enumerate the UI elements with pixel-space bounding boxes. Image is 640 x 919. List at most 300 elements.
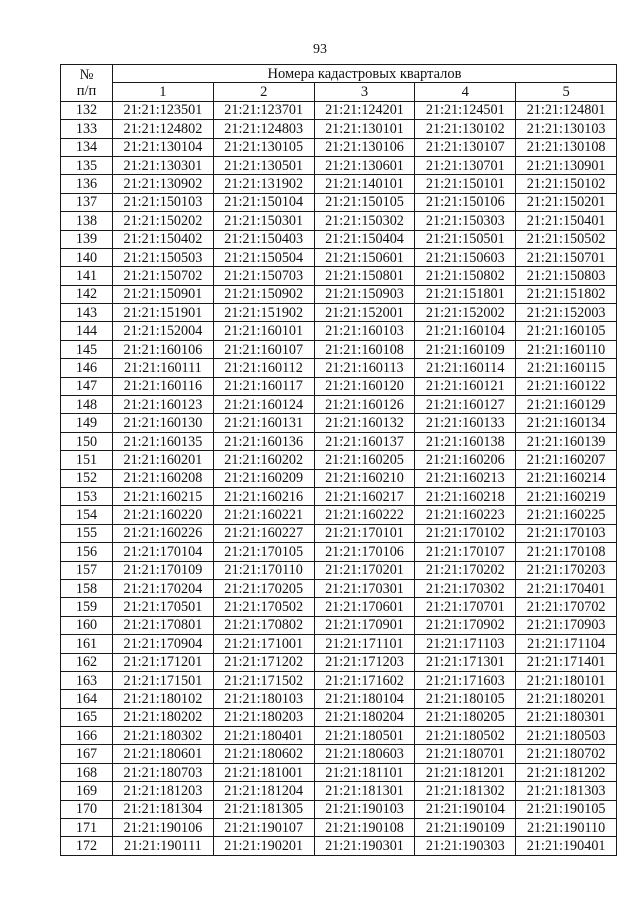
table-row [61, 598, 617, 616]
cadastral-number-cell: 21:21:124501 [415, 101, 516, 119]
cadastral-number-cell: 21:21:160223 [415, 506, 516, 524]
cadastral-number-cell: 21:21:150802 [415, 267, 516, 285]
cadastral-number-cell: 21:21:181301 [314, 782, 415, 800]
cadastral-number-cell: 21:21:190301 [314, 837, 415, 855]
cadastral-number-cell: 21:21:150903 [314, 285, 415, 303]
cadastral-number-cell: 21:21:170204 [113, 579, 214, 597]
cadastral-number-cell: 21:21:170903 [516, 616, 617, 634]
cadastral-number-cell: 21:21:170110 [213, 561, 314, 579]
cadastral-number-cell: 21:21:171104 [516, 635, 617, 653]
cadastral-number-cell: 21:21:160131 [213, 414, 314, 432]
cadastral-number-cell: 21:21:170501 [113, 598, 214, 616]
cadastral-number-cell: 21:21:190104 [415, 800, 516, 818]
cadastral-number-cell: 21:21:160201 [113, 451, 214, 469]
cadastral-number-cell: 21:21:171301 [415, 653, 516, 671]
cadastral-number-cell: 21:21:160105 [516, 322, 617, 340]
table-row [61, 377, 617, 395]
cadastral-number-cell: 21:21:190201 [213, 837, 314, 855]
row-number-cell: 152 [61, 469, 113, 487]
table-row [61, 469, 617, 487]
cadastral-number-cell: 21:21:171202 [213, 653, 314, 671]
table-row [61, 487, 617, 505]
cadastral-number-cell: 21:21:150703 [213, 267, 314, 285]
cadastral-number-cell: 21:21:160101 [213, 322, 314, 340]
row-number-cell: 141 [61, 267, 113, 285]
cadastral-number-cell: 21:21:180502 [415, 727, 516, 745]
row-number-cell: 144 [61, 322, 113, 340]
cadastral-number-cell: 21:21:152002 [415, 304, 516, 322]
table-row [61, 101, 617, 119]
cadastral-number-cell: 21:21:160217 [314, 487, 415, 505]
table-row [61, 782, 617, 800]
cadastral-number-cell: 21:21:170105 [213, 543, 314, 561]
cadastral-number-cell: 21:21:180203 [213, 708, 314, 726]
cadastral-number-cell: 21:21:150901 [113, 285, 214, 303]
cadastral-number-cell: 21:21:160138 [415, 432, 516, 450]
cadastral-number-cell: 21:21:150803 [516, 267, 617, 285]
cadastral-number-cell: 21:21:190105 [516, 800, 617, 818]
cadastral-number-cell: 21:21:170301 [314, 579, 415, 597]
header-row-group [61, 65, 617, 83]
row-number-cell: 153 [61, 487, 113, 505]
table-row [61, 212, 617, 230]
cadastral-number-cell: 21:21:170103 [516, 524, 617, 542]
cadastral-number-cell: 21:21:170601 [314, 598, 415, 616]
table-row [61, 763, 617, 781]
cadastral-number-cell: 21:21:160103 [314, 322, 415, 340]
cadastral-number-cell: 21:21:180503 [516, 727, 617, 745]
table-row [61, 671, 617, 689]
cadastral-number-cell: 21:21:151801 [415, 285, 516, 303]
cadastral-number-cell: 21:21:170108 [516, 543, 617, 561]
cadastral-number-cell: 21:21:160222 [314, 506, 415, 524]
cadastral-number-cell: 21:21:180501 [314, 727, 415, 745]
cadastral-number-cell: 21:21:160202 [213, 451, 314, 469]
cadastral-number-cell: 21:21:180204 [314, 708, 415, 726]
cadastral-number-cell: 21:21:180104 [314, 690, 415, 708]
cadastral-number-cell: 21:21:160208 [113, 469, 214, 487]
cadastral-number-cell: 21:21:130902 [113, 175, 214, 193]
cadastral-number-cell: 21:21:180205 [415, 708, 516, 726]
cadastral-number-cell: 21:21:160218 [415, 487, 516, 505]
cadastral-number-cell: 21:21:160226 [113, 524, 214, 542]
row-number-cell: 155 [61, 524, 113, 542]
cadastral-number-cell: 21:21:181101 [314, 763, 415, 781]
cadastral-number-cell: 21:21:181305 [213, 800, 314, 818]
row-number-cell: 156 [61, 543, 113, 561]
row-number-cell: 166 [61, 727, 113, 745]
row-number-cell: 146 [61, 359, 113, 377]
cadastral-number-cell: 21:21:170107 [415, 543, 516, 561]
table-row [61, 690, 617, 708]
cadastral-number-cell: 21:21:170104 [113, 543, 214, 561]
table-row [61, 175, 617, 193]
cadastral-number-cell: 21:21:180701 [415, 745, 516, 763]
cadastral-number-cell: 21:21:171502 [213, 671, 314, 689]
cadastral-number-cell: 21:21:151901 [113, 304, 214, 322]
table-row [61, 138, 617, 156]
cadastral-number-cell: 21:21:181201 [415, 763, 516, 781]
cadastral-number-cell: 21:21:150402 [113, 230, 214, 248]
table-row [61, 635, 617, 653]
page-number: 93 [313, 42, 327, 57]
table-row [61, 156, 617, 174]
cadastral-number-cell: 21:21:123501 [113, 101, 214, 119]
cadastral-number-cell: 21:21:160210 [314, 469, 415, 487]
cadastral-number-cell: 21:21:180103 [213, 690, 314, 708]
cadastral-number-cell: 21:21:170102 [415, 524, 516, 542]
row-number-cell: 136 [61, 175, 113, 193]
cadastral-number-cell: 21:21:170203 [516, 561, 617, 579]
row-number-cell: 165 [61, 708, 113, 726]
cadastral-number-cell: 21:21:160205 [314, 451, 415, 469]
cadastral-number-cell: 21:21:130103 [516, 120, 617, 138]
row-number-cell: 169 [61, 782, 113, 800]
row-number-cell: 170 [61, 800, 113, 818]
row-number-cell: 161 [61, 635, 113, 653]
cadastral-quarters-table [60, 64, 617, 856]
cadastral-number-cell: 21:21:170205 [213, 579, 314, 597]
cadastral-number-cell: 21:21:170801 [113, 616, 214, 634]
table-row [61, 561, 617, 579]
cadastral-number-cell: 21:21:124801 [516, 101, 617, 119]
cadastral-number-cell: 21:21:160122 [516, 377, 617, 395]
table-row [61, 837, 617, 855]
cadastral-number-cell: 21:21:170701 [415, 598, 516, 616]
cadastral-number-cell: 21:21:171501 [113, 671, 214, 689]
cadastral-number-cell: 21:21:170302 [415, 579, 516, 597]
cadastral-number-cell: 21:21:170702 [516, 598, 617, 616]
table-row [61, 267, 617, 285]
table-row [61, 451, 617, 469]
cadastral-number-cell: 21:21:160123 [113, 396, 214, 414]
cadastral-number-cell: 21:21:160221 [213, 506, 314, 524]
cadastral-number-cell: 21:21:190103 [314, 800, 415, 818]
row-number-cell: 134 [61, 138, 113, 156]
cadastral-number-cell: 21:21:150501 [415, 230, 516, 248]
column-number-header: 2 [213, 83, 314, 101]
cadastral-number-cell: 21:21:190110 [516, 819, 617, 837]
cadastral-number-cell: 21:21:160214 [516, 469, 617, 487]
cadastral-number-cell: 21:21:171201 [113, 653, 214, 671]
cadastral-number-cell: 21:21:160139 [516, 432, 617, 450]
cadastral-number-cell: 21:21:140101 [314, 175, 415, 193]
cadastral-number-cell: 21:21:130107 [415, 138, 516, 156]
table-row [61, 230, 617, 248]
cadastral-number-cell: 21:21:130901 [516, 156, 617, 174]
cadastral-number-cell: 21:21:170401 [516, 579, 617, 597]
table-row [61, 819, 617, 837]
cadastral-number-cell: 21:21:181203 [113, 782, 214, 800]
column-number-header: 3 [314, 83, 415, 101]
cadastral-number-cell: 21:21:180302 [113, 727, 214, 745]
row-number-cell: 133 [61, 120, 113, 138]
row-number-cell: 162 [61, 653, 113, 671]
row-number-cell: 143 [61, 304, 113, 322]
row-number-cell: 159 [61, 598, 113, 616]
cadastral-number-cell: 21:21:180102 [113, 690, 214, 708]
cadastral-number-cell: 21:21:150202 [113, 212, 214, 230]
cadastral-number-cell: 21:21:171203 [314, 653, 415, 671]
cadastral-number-cell: 21:21:160213 [415, 469, 516, 487]
cadastral-number-cell: 21:21:150403 [213, 230, 314, 248]
cadastral-number-cell: 21:21:160109 [415, 340, 516, 358]
cadastral-number-cell: 21:21:181202 [516, 763, 617, 781]
cadastral-number-cell: 21:21:160106 [113, 340, 214, 358]
table-row [61, 432, 617, 450]
table-row [61, 359, 617, 377]
table-row [61, 543, 617, 561]
cadastral-number-cell: 21:21:160113 [314, 359, 415, 377]
cadastral-number-cell: 21:21:150502 [516, 230, 617, 248]
cadastral-number-cell: 21:21:131902 [213, 175, 314, 193]
column-number-header: 4 [415, 83, 516, 101]
cadastral-number-cell: 21:21:190401 [516, 837, 617, 855]
row-number-cell: 148 [61, 396, 113, 414]
table-row [61, 616, 617, 634]
table-body [61, 101, 617, 855]
cadastral-number-cell: 21:21:160108 [314, 340, 415, 358]
cadastral-number-cell: 21:21:150701 [516, 248, 617, 266]
cadastral-number-cell: 21:21:160220 [113, 506, 214, 524]
table-row [61, 340, 617, 358]
table-row [61, 506, 617, 524]
cadastral-number-cell: 21:21:130101 [314, 120, 415, 138]
cadastral-number-cell: 21:21:124803 [213, 120, 314, 138]
cadastral-number-cell: 21:21:160111 [113, 359, 214, 377]
cadastral-number-cell: 21:21:181303 [516, 782, 617, 800]
cadastral-number-cell: 21:21:171602 [314, 671, 415, 689]
cadastral-number-cell: 21:21:180703 [113, 763, 214, 781]
cadastral-number-cell: 21:21:181204 [213, 782, 314, 800]
column-number-header: 1 [113, 83, 214, 101]
cadastral-number-cell: 21:21:130105 [213, 138, 314, 156]
cadastral-number-cell: 21:21:190111 [113, 837, 214, 855]
cadastral-number-cell: 21:21:180401 [213, 727, 314, 745]
row-number-cell: 139 [61, 230, 113, 248]
row-number-header-line2: п/п [76, 82, 97, 99]
cadastral-number-cell: 21:21:171101 [314, 635, 415, 653]
table-row [61, 248, 617, 266]
cadastral-number-cell: 21:21:150101 [415, 175, 516, 193]
cadastral-number-cell: 21:21:150102 [516, 175, 617, 193]
row-number-cell: 135 [61, 156, 113, 174]
cadastral-number-cell: 21:21:160127 [415, 396, 516, 414]
row-number-cell: 150 [61, 432, 113, 450]
cadastral-number-cell: 21:21:160209 [213, 469, 314, 487]
table-row [61, 579, 617, 597]
row-number-cell: 154 [61, 506, 113, 524]
cadastral-number-cell: 21:21:160129 [516, 396, 617, 414]
table-row [61, 727, 617, 745]
cadastral-number-cell: 21:21:170802 [213, 616, 314, 634]
table-row [61, 304, 617, 322]
cadastral-number-cell: 21:21:181001 [213, 763, 314, 781]
cadastral-number-cell: 21:21:170202 [415, 561, 516, 579]
cadastral-number-cell: 21:21:130601 [314, 156, 415, 174]
row-number-cell: 132 [61, 101, 113, 119]
cadastral-number-cell: 21:21:130701 [415, 156, 516, 174]
table-row [61, 524, 617, 542]
cadastral-number-cell: 21:21:152001 [314, 304, 415, 322]
cadastral-number-cell: 21:21:151802 [516, 285, 617, 303]
cadastral-number-cell: 21:21:180603 [314, 745, 415, 763]
table-row [61, 193, 617, 211]
cadastral-number-cell: 21:21:160110 [516, 340, 617, 358]
row-number-cell: 137 [61, 193, 113, 211]
cadastral-number-cell: 21:21:160227 [213, 524, 314, 542]
cadastral-number-cell: 21:21:160216 [213, 487, 314, 505]
table-row [61, 120, 617, 138]
cadastral-number-cell: 21:21:152003 [516, 304, 617, 322]
cadastral-number-cell: 21:21:123701 [213, 101, 314, 119]
cadastral-number-cell: 21:21:160135 [113, 432, 214, 450]
row-number-cell: 164 [61, 690, 113, 708]
cadastral-number-cell: 21:21:190107 [213, 819, 314, 837]
cadastral-number-cell: 21:21:170502 [213, 598, 314, 616]
row-number-cell: 149 [61, 414, 113, 432]
header-row-columns [61, 83, 617, 101]
column-number-header: 5 [516, 83, 617, 101]
cadastral-number-cell: 21:21:130501 [213, 156, 314, 174]
cadastral-number-cell: 21:21:170101 [314, 524, 415, 542]
table-row [61, 322, 617, 340]
cadastral-number-cell: 21:21:160124 [213, 396, 314, 414]
cadastral-number-cell: 21:21:181302 [415, 782, 516, 800]
row-number-cell: 172 [61, 837, 113, 855]
cadastral-number-cell: 21:21:160137 [314, 432, 415, 450]
cadastral-number-cell: 21:21:180201 [516, 690, 617, 708]
cadastral-number-cell: 21:21:171603 [415, 671, 516, 689]
cadastral-number-cell: 21:21:160104 [415, 322, 516, 340]
cadastral-number-cell: 21:21:150404 [314, 230, 415, 248]
table-row [61, 285, 617, 303]
cadastral-number-cell: 21:21:171401 [516, 653, 617, 671]
cadastral-number-cell: 21:21:150104 [213, 193, 314, 211]
row-number-cell: 167 [61, 745, 113, 763]
cadastral-number-cell: 21:21:160115 [516, 359, 617, 377]
cadastral-number-cell: 21:21:150702 [113, 267, 214, 285]
row-number-cell: 140 [61, 248, 113, 266]
cadastral-number-cell: 21:21:160116 [113, 377, 214, 395]
cadastral-number-cell: 21:21:160215 [113, 487, 214, 505]
cadastral-number-cell: 21:21:160134 [516, 414, 617, 432]
cadastral-number-cell: 21:21:181304 [113, 800, 214, 818]
row-number-cell: 145 [61, 340, 113, 358]
cadastral-number-cell: 21:21:150301 [213, 212, 314, 230]
cadastral-number-cell: 21:21:150603 [415, 248, 516, 266]
cadastral-number-cell: 21:21:130102 [415, 120, 516, 138]
cadastral-number-cell: 21:21:151902 [213, 304, 314, 322]
table-row [61, 708, 617, 726]
cadastral-number-cell: 21:21:180202 [113, 708, 214, 726]
cadastral-number-cell: 21:21:130108 [516, 138, 617, 156]
cadastral-number-cell: 21:21:160133 [415, 414, 516, 432]
cadastral-number-cell: 21:21:160126 [314, 396, 415, 414]
cadastral-number-cell: 21:21:130301 [113, 156, 214, 174]
cadastral-number-cell: 21:21:170904 [113, 635, 214, 653]
row-number-cell: 158 [61, 579, 113, 597]
cadastral-number-cell: 21:21:171001 [213, 635, 314, 653]
row-number-cell: 168 [61, 763, 113, 781]
cadastral-number-cell: 21:21:150302 [314, 212, 415, 230]
cadastral-number-cell: 21:21:124201 [314, 101, 415, 119]
row-number-header [61, 65, 113, 102]
row-number-cell: 157 [61, 561, 113, 579]
cadastral-number-cell: 21:21:150103 [113, 193, 214, 211]
row-number-cell: 138 [61, 212, 113, 230]
cadastral-number-cell: 21:21:171103 [415, 635, 516, 653]
row-number-cell: 160 [61, 616, 113, 634]
row-number-cell: 142 [61, 285, 113, 303]
cadastral-number-cell: 21:21:150201 [516, 193, 617, 211]
cadastral-number-cell: 21:21:160112 [213, 359, 314, 377]
cadastral-number-cell: 21:21:180101 [516, 671, 617, 689]
table-row [61, 745, 617, 763]
cadastral-number-cell: 21:21:160107 [213, 340, 314, 358]
row-number-header-line1: № [79, 66, 94, 83]
cadastral-number-cell: 21:21:180702 [516, 745, 617, 763]
cadastral-number-cell: 21:21:150105 [314, 193, 415, 211]
cadastral-number-cell: 21:21:160206 [415, 451, 516, 469]
row-number-cell: 147 [61, 377, 113, 395]
cadastral-number-cell: 21:21:160121 [415, 377, 516, 395]
cadastral-number-cell: 21:21:160120 [314, 377, 415, 395]
cadastral-number-cell: 21:21:150106 [415, 193, 516, 211]
table-row [61, 414, 617, 432]
cadastral-number-cell: 21:21:190106 [113, 819, 214, 837]
cadastral-number-cell: 21:21:180602 [213, 745, 314, 763]
cadastral-number-cell: 21:21:150503 [113, 248, 214, 266]
cadastral-number-cell: 21:21:160132 [314, 414, 415, 432]
cadastral-number-cell: 21:21:190109 [415, 819, 516, 837]
cadastral-number-cell: 21:21:152004 [113, 322, 214, 340]
cadastral-number-cell: 21:21:124802 [113, 120, 214, 138]
cadastral-number-cell: 21:21:130106 [314, 138, 415, 156]
cadastral-number-cell: 21:21:160219 [516, 487, 617, 505]
cadastral-number-cell: 21:21:160207 [516, 451, 617, 469]
cadastral-number-cell: 21:21:150504 [213, 248, 314, 266]
cadastral-number-cell: 21:21:180301 [516, 708, 617, 726]
cadastral-number-cell: 21:21:150303 [415, 212, 516, 230]
cadastral-number-cell: 21:21:180105 [415, 690, 516, 708]
cadastral-number-cell: 21:21:170901 [314, 616, 415, 634]
table-header [61, 65, 617, 102]
cadastral-number-cell: 21:21:190108 [314, 819, 415, 837]
row-number-cell: 171 [61, 819, 113, 837]
row-number-cell: 163 [61, 671, 113, 689]
cadastral-number-cell: 21:21:160130 [113, 414, 214, 432]
cadastral-number-cell: 21:21:130104 [113, 138, 214, 156]
cadastral-number-cell: 21:21:170109 [113, 561, 214, 579]
cadastral-number-cell: 21:21:160114 [415, 359, 516, 377]
cadastral-number-cell: 21:21:150801 [314, 267, 415, 285]
table-row [61, 800, 617, 818]
cadastral-number-cell: 21:21:170902 [415, 616, 516, 634]
cadastral-number-cell: 21:21:150902 [213, 285, 314, 303]
cadastral-number-cell: 21:21:170201 [314, 561, 415, 579]
cadastral-number-cell: 21:21:160117 [213, 377, 314, 395]
cadastral-number-cell: 21:21:160225 [516, 506, 617, 524]
table-row [61, 653, 617, 671]
cadastral-number-cell: 21:21:150401 [516, 212, 617, 230]
cadastral-number-cell: 21:21:190303 [415, 837, 516, 855]
cadastral-number-cell: 21:21:170106 [314, 543, 415, 561]
row-number-cell: 151 [61, 451, 113, 469]
cadastral-number-cell: 21:21:180601 [113, 745, 214, 763]
cadastral-number-cell: 21:21:160136 [213, 432, 314, 450]
table-row [61, 396, 617, 414]
